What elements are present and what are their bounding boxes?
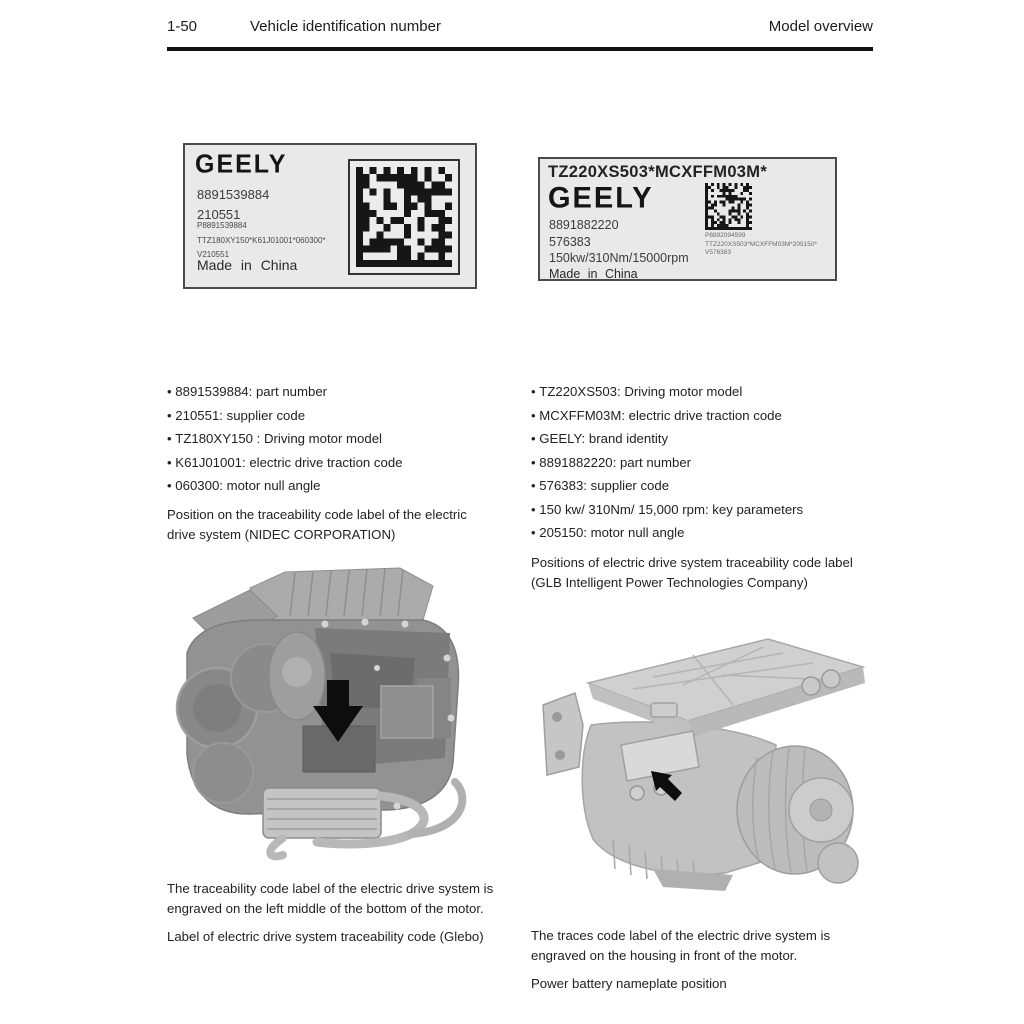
trace-line: V576383	[705, 249, 732, 256]
engraving-note-left: The traceability code label of the electric drive system is engraved on the left middle of the bottom of the motor.	[167, 881, 494, 916]
bullet-item: • 8891882220: part number	[531, 456, 881, 470]
figure-caption-right: Power battery nameplate position	[531, 976, 727, 991]
motor-illustration-right	[533, 625, 878, 920]
bullet-item: • 210551: supplier code	[167, 409, 497, 423]
geely-wordmark: GEELY	[548, 182, 654, 215]
hv-connector	[802, 677, 820, 695]
nameplate-trace-lines	[705, 232, 817, 258]
end-cap-hub	[810, 799, 832, 821]
top-cover	[250, 568, 433, 620]
datamatrix-code-icon	[356, 167, 452, 267]
lower-housing	[193, 743, 253, 803]
hv-connector	[822, 670, 840, 688]
trace-line: V210551	[197, 250, 230, 259]
spec-list-right	[531, 385, 881, 550]
pump-cap	[282, 657, 312, 687]
lower-cylinder	[818, 843, 858, 883]
page-number: 1-50	[167, 18, 198, 35]
nameplate-part-number: 8891539884	[197, 187, 270, 202]
nidec-nameplate	[183, 143, 477, 289]
bracket-hole	[555, 750, 565, 760]
header-section-title: Vehicle identification number	[250, 18, 441, 35]
nameplate-key-parameters: 150kw/310Nm/15000rpm	[549, 251, 689, 265]
glb-nameplate	[538, 157, 837, 281]
bullet-item: • K61J01001: electric drive traction code	[167, 456, 497, 470]
bolt-boss	[630, 786, 644, 800]
header-chapter-title: Model overview	[768, 18, 873, 35]
figure-caption-left: Label of electric drive system traceability code (Glebo)	[167, 929, 484, 944]
nameplate-supplier-code: 576383	[549, 235, 591, 249]
made-in-china-text: Made in China	[549, 267, 638, 281]
bullet-item: • TZ220XS503: Driving motor model	[531, 385, 881, 399]
left-bracket	[543, 693, 583, 775]
made-in-china-text: Made in China	[197, 257, 298, 273]
bullet-item: • 8891539884: part number	[167, 385, 497, 399]
mount-pad	[381, 686, 433, 738]
trace-line: TTZ180XY150*K61J01001*060300*	[197, 235, 326, 245]
motor-illustration-left	[165, 558, 480, 863]
nameplate-supplier-code: 210551	[197, 207, 241, 222]
bullet-item: • TZ180XY150 : Driving motor model	[167, 432, 497, 446]
trace-line: P8892094599	[705, 232, 746, 239]
bullet-item: • 205150: motor null angle	[531, 526, 881, 540]
bracket-hole	[552, 712, 562, 722]
header-divider	[167, 47, 873, 51]
bullet-item: • 576383: supplier code	[531, 479, 881, 493]
nameplate-model-line: TZ220XS503*MCXFFM03M*	[548, 163, 768, 181]
geely-wordmark: GEELY	[195, 150, 288, 179]
bullet-item: • MCXFFM03M: electric drive traction code	[531, 409, 881, 423]
spec-list-left	[167, 385, 497, 503]
bullet-item: • GEELY: brand identity	[531, 432, 881, 446]
trace-line: TTZ220XS503*MCXFFM03M*205150*	[705, 240, 817, 248]
nameplate-trace-lines	[197, 219, 326, 263]
bullet-item: • 150 kw/ 310Nm/ 15,000 rpm: key parameters	[531, 503, 881, 517]
datamatrix-frame	[348, 159, 460, 275]
datamatrix-code-icon	[705, 183, 752, 230]
engraving-note-right: The traces code label of the electric drive system is engraved on the housing in front of the motor.	[531, 928, 831, 963]
oil-cooler	[263, 788, 381, 838]
position-note-right: Positions of electric drive system traceability code label (GLB Intelligent Power Technologies Company)	[531, 555, 853, 590]
nameplate-part-number: 8891882220	[549, 218, 619, 232]
bullet-item: • 060300: motor null angle	[167, 479, 497, 493]
trace-line: P8891539884	[197, 221, 247, 230]
drain-hook-pipe	[270, 838, 283, 856]
position-note-left: Position on the traceability code label of the electric drive system (NIDEC CORPORATION)	[167, 507, 467, 542]
sensor-block	[651, 703, 677, 717]
